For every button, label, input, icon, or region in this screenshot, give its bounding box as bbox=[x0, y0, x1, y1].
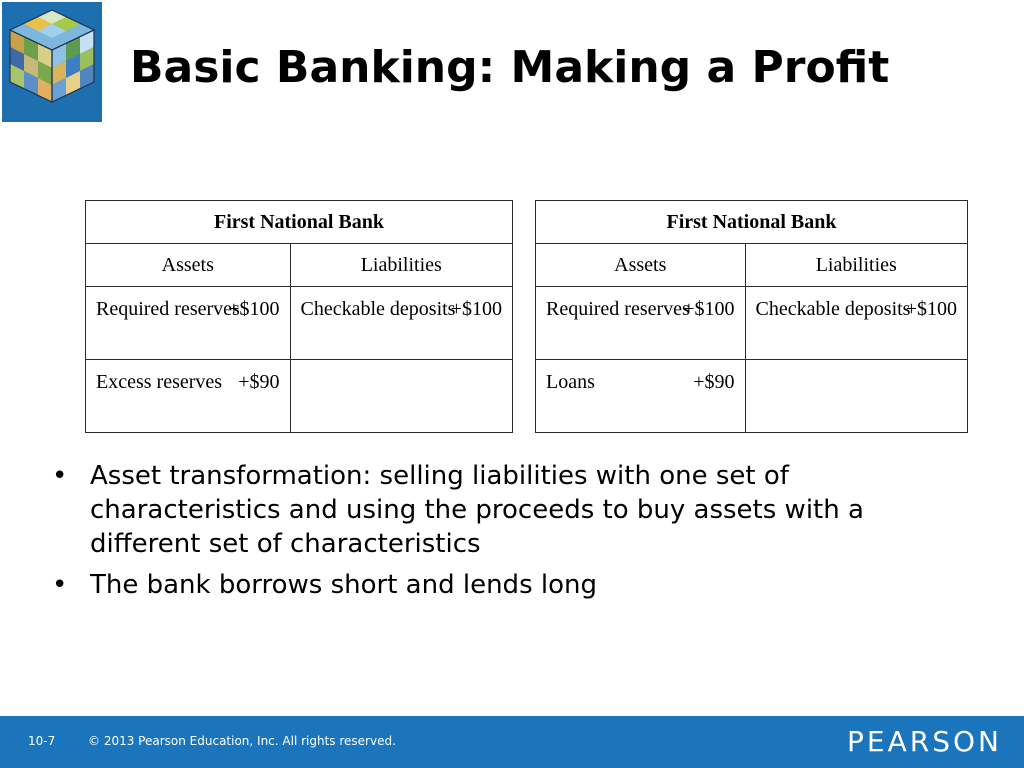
bullet-dot-icon: • bbox=[52, 461, 68, 491]
asset-cell bbox=[536, 360, 746, 433]
asset-cell bbox=[536, 287, 746, 360]
bullet-text: Asset transformation: selling liabilities with one set of characteristics and using the proceeds to buy assets with a different set of characteristics bbox=[90, 461, 864, 559]
asset-cell bbox=[86, 360, 291, 433]
bullet-list bbox=[52, 459, 982, 609]
asset-label: Required reserves bbox=[546, 298, 690, 320]
footer-bar bbox=[0, 716, 1024, 768]
copyright-notice: © 2013 Pearson Education, Inc. All rights reserved. bbox=[88, 734, 396, 748]
asset-amount: +$100 bbox=[228, 298, 280, 320]
liability-label: Checkable deposits bbox=[300, 298, 456, 320]
liability-amount: +$100 bbox=[450, 298, 502, 320]
table-header-bank-name: First National Bank bbox=[86, 201, 513, 244]
liability-label: Checkable deposits bbox=[755, 298, 911, 320]
liability-cell bbox=[290, 360, 513, 433]
slide-title: Basic Banking: Making a Profit bbox=[130, 42, 890, 93]
t-account-table-2 bbox=[535, 200, 968, 433]
asset-cell bbox=[86, 287, 291, 360]
table-header-bank-name: First National Bank bbox=[536, 201, 968, 244]
bullet-item bbox=[52, 459, 982, 561]
asset-amount: +$90 bbox=[693, 371, 735, 393]
t-account-table-1 bbox=[85, 200, 513, 433]
rubiks-cube-logo bbox=[2, 2, 102, 122]
bullet-dot-icon: • bbox=[52, 570, 68, 600]
liability-amount: +$100 bbox=[905, 298, 957, 320]
asset-amount: +$100 bbox=[683, 298, 735, 320]
pearson-logo: PEARSON bbox=[847, 725, 1002, 758]
column-header-assets: Assets bbox=[86, 244, 291, 287]
liability-cell bbox=[745, 360, 968, 433]
liability-cell bbox=[290, 287, 513, 360]
asset-label: Excess reserves bbox=[96, 371, 223, 393]
asset-label: Required reserves bbox=[96, 298, 240, 320]
page-number: 10-7 bbox=[28, 734, 56, 748]
liability-cell bbox=[745, 287, 968, 360]
column-header-assets: Assets bbox=[536, 244, 746, 287]
column-header-liabilities: Liabilities bbox=[745, 244, 968, 287]
asset-amount: +$90 bbox=[238, 371, 280, 393]
column-header-liabilities: Liabilities bbox=[290, 244, 513, 287]
bullet-text: The bank borrows short and lends long bbox=[90, 570, 597, 600]
bullet-item bbox=[52, 568, 982, 602]
asset-label: Loans bbox=[546, 371, 595, 393]
